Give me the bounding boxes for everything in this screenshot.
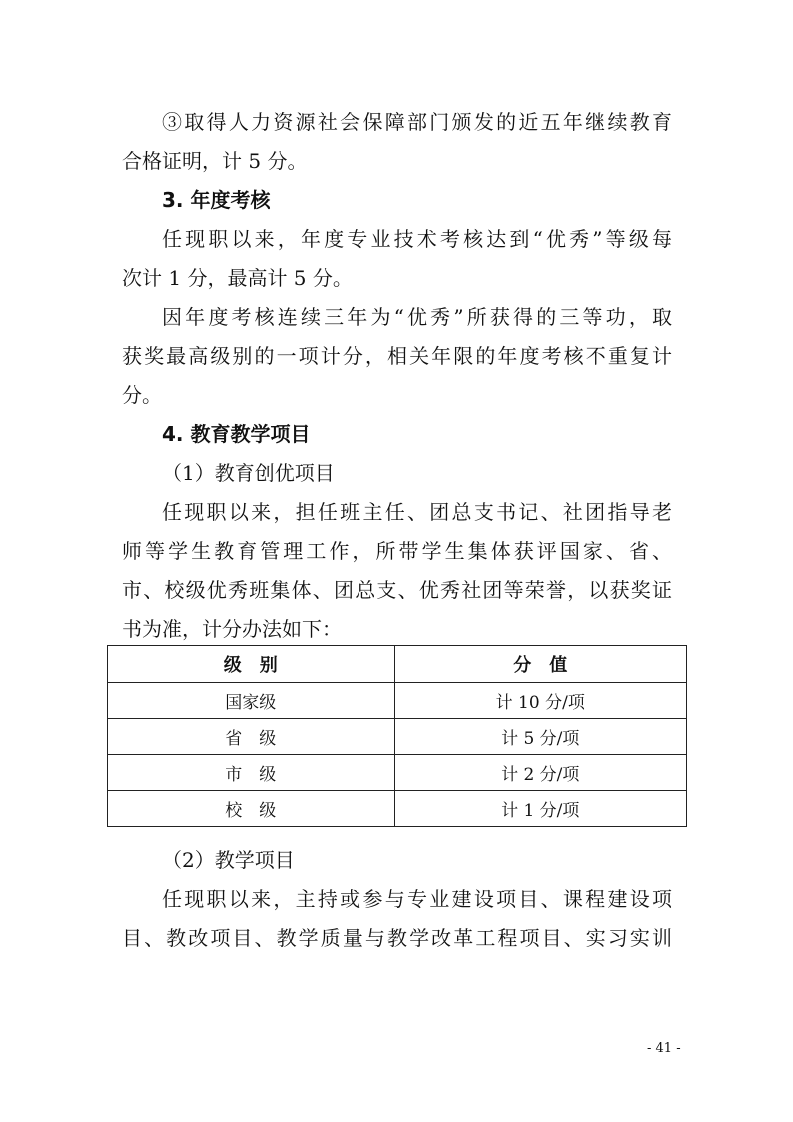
paragraph-line: 市、校级优秀班集体、团总支、优秀社团等荣誉，以获奖证: [122, 578, 672, 602]
table-cell: 计 10 分/项: [394, 683, 687, 719]
table-row: [108, 683, 687, 719]
paragraph-line: 目、教改项目、教学质量与教学改革工程项目、实习实训: [122, 926, 672, 950]
table-row: [108, 755, 687, 791]
page-number: - 41 -: [647, 1041, 681, 1056]
table-row: [108, 791, 687, 827]
paragraph-line: 分。: [122, 383, 162, 407]
paragraph-line: 任现职以来，年度专业技术考核达到“优秀”等级每: [162, 227, 672, 251]
table-cell: 市 级: [108, 755, 395, 791]
paragraph-line: 师等学生教育管理工作，所带学生集体获评国家、省、: [122, 539, 672, 563]
paragraph-line: 次计 1 分，最高计 5 分。: [122, 266, 353, 290]
section-heading-3: 3. 年度考核: [162, 188, 271, 212]
table-cell: 计 5 分/项: [394, 719, 687, 755]
column-header-score: 分 值: [394, 646, 687, 683]
table-cell: 省 级: [108, 719, 395, 755]
table-row: [108, 719, 687, 755]
subsection-heading-1: （1）教育创优项目: [162, 461, 335, 485]
score-table: [107, 645, 687, 827]
table-cell: 国家级: [108, 683, 395, 719]
table-cell: 校 级: [108, 791, 395, 827]
paragraph-line: ③取得人力资源社会保障部门颁发的近五年继续教育: [162, 110, 672, 134]
section-heading-4: 4. 教育教学项目: [162, 422, 311, 446]
table-cell: 计 2 分/项: [394, 755, 687, 791]
paragraph-line: 合格证明，计 5 分。: [122, 149, 308, 173]
paragraph-line: 因年度考核连续三年为“优秀”所获得的三等功，取: [162, 305, 672, 329]
subsection-heading-2: （2）教学项目: [162, 848, 295, 872]
table-cell: 计 1 分/项: [394, 791, 687, 827]
paragraph-line: 书为准，计分办法如下：: [122, 617, 342, 641]
column-header-level: 级 别: [108, 646, 395, 683]
paragraph-line: 任现职以来，担任班主任、团总支书记、社团指导老: [162, 500, 672, 524]
paragraph-line: 获奖最高级别的一项计分，相关年限的年度考核不重复计: [122, 344, 672, 368]
table-header-row: [108, 646, 687, 683]
paragraph-line: 任现职以来，主持或参与专业建设项目、课程建设项: [162, 887, 672, 911]
